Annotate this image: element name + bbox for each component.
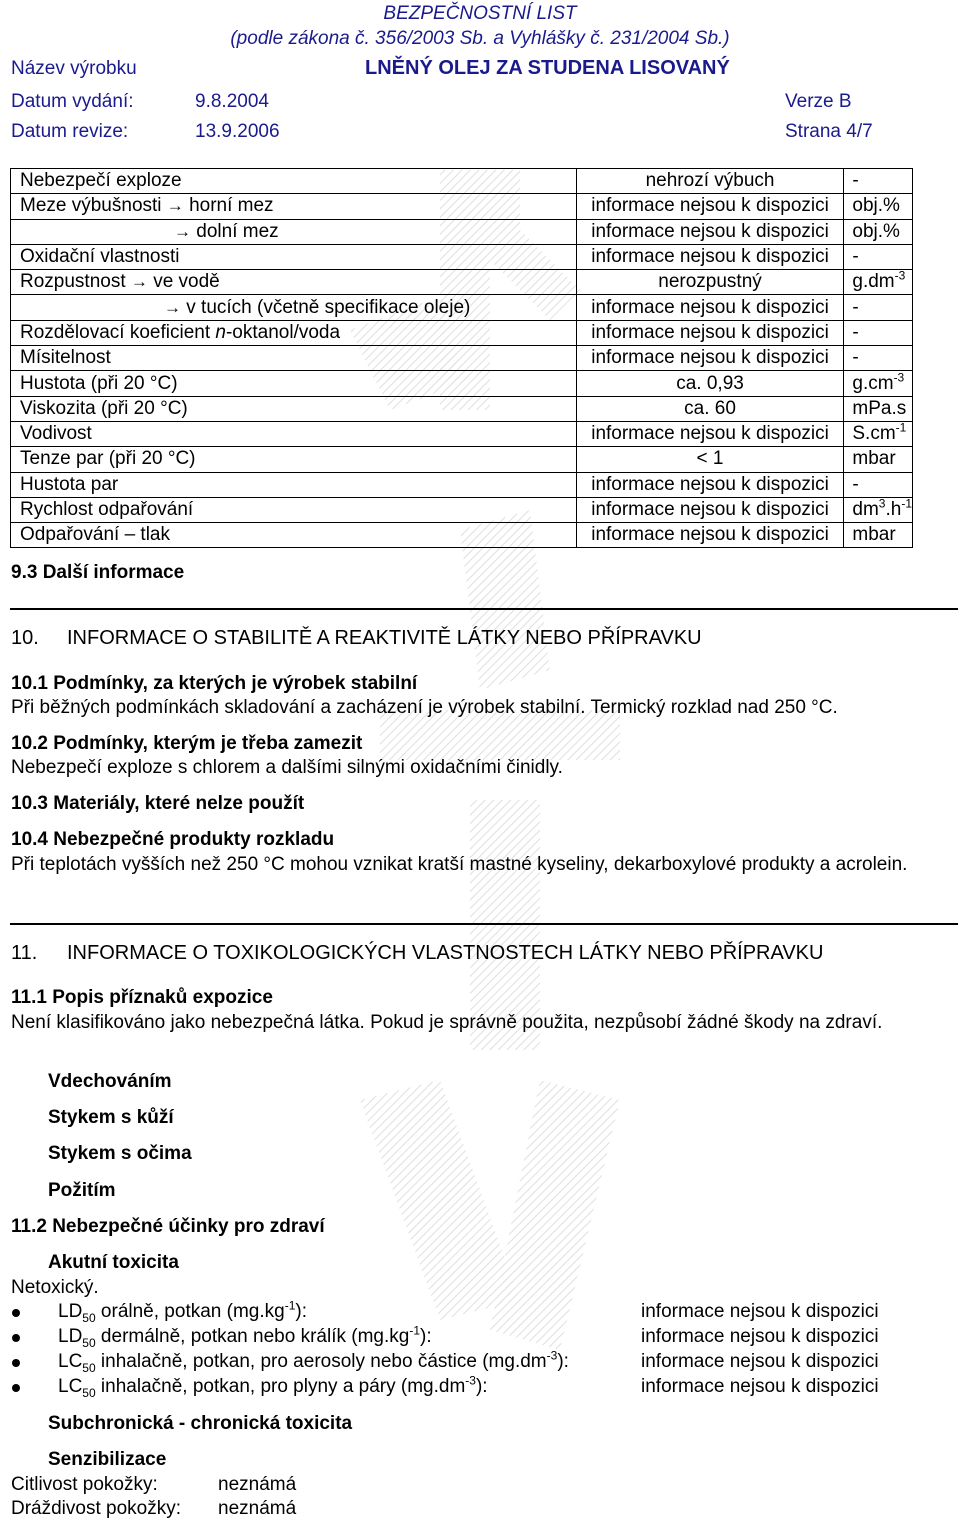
bullet-icon: [12, 1359, 20, 1367]
section-11-2-heading: 11.2 Nebezpečné účinky pro zdraví: [11, 1216, 325, 1237]
property-unit: -: [844, 295, 913, 320]
route-skin: Stykem s kůží: [48, 1107, 174, 1128]
table-row: [11, 523, 913, 548]
table-row: [11, 295, 913, 320]
table-row: [11, 447, 913, 472]
property-name: Rychlost odpařování: [11, 497, 577, 522]
property-unit: -: [844, 244, 913, 269]
table-row: [11, 169, 913, 194]
sensitization-heading: Senzibilizace: [48, 1449, 167, 1470]
skin-irritation-label: Dráždivost pokožky:: [11, 1498, 182, 1519]
property-value: nerozpustný: [576, 270, 844, 295]
bullet-icon: [12, 1384, 20, 1392]
property-name: → v tucích (včetně specifikace oleje): [11, 295, 577, 320]
property-name: Viskozita (při 20 °C): [11, 396, 577, 421]
section-11-number: 11.: [11, 942, 38, 964]
section-divider: [10, 608, 958, 610]
product-name: LNĚNÝ OLEJ ZA STUDENA LISOVANÝ: [365, 57, 730, 79]
property-value: informace nejsou k dispozici: [576, 346, 844, 371]
issue-date-label: Datum vydání:: [11, 91, 134, 112]
arrow-right-icon: →: [174, 221, 191, 241]
skin-sensitivity-label: Citlivost pokožky:: [11, 1474, 158, 1495]
property-unit: $g.dm^{-3}$: [844, 270, 913, 295]
section-10-4-text: Při teplotách vyšších než 250 °C mohou vznikat kratší mastné kyseliny, dekarboxylové produkty a acrolein.: [11, 854, 908, 875]
section-11-1-heading: 11.1 Popis příznaků expozice: [11, 987, 273, 1008]
property-unit: -: [844, 346, 913, 371]
section-10-3-heading: 10.3 Materiály, které nelze použít: [11, 793, 305, 814]
subchronic-toxicity-heading: Subchronická - chronická toxicita: [48, 1413, 353, 1434]
table-row: [11, 497, 913, 522]
lc50-aerosol-label: $LC_{50}$ inhalačně, potkan, pro aerosoly nebo částice $(mg.dm^{-3})$:: [58, 1348, 569, 1375]
section-divider: [10, 923, 958, 925]
property-value: nehrozí výbuch: [576, 169, 844, 194]
section-9-3-heading: 9.3 Další informace: [11, 562, 185, 583]
property-value: informace nejsou k dispozici: [576, 219, 844, 244]
property-name: Nebezpečí exploze: [11, 169, 577, 194]
ld50-oral-label: $LD_{50}$ orálně, potkan $(mg.kg^{-1})$:: [58, 1298, 307, 1325]
property-value: ca. 0,93: [576, 371, 844, 396]
property-unit: -: [844, 320, 913, 345]
property-name: Hustota (při 20 °C): [11, 371, 577, 396]
property-value: informace nejsou k dispozici: [576, 472, 844, 497]
lc50-aerosol-value: informace nejsou k dispozici: [641, 1351, 879, 1372]
table-row: [11, 244, 913, 269]
ld50-dermal-label: $LD_{50}$ dermálně, potkan nebo králík $(mg.kg^{-1})$:: [58, 1323, 432, 1350]
table-row: [11, 270, 913, 295]
property-name: → dolní mez: [11, 219, 577, 244]
property-name: Mísitelnost: [11, 346, 577, 371]
skin-sensitivity-value: neznámá: [218, 1474, 297, 1495]
property-unit: mbar: [844, 523, 913, 548]
property-name: Tenze par (při 20 °C): [11, 447, 577, 472]
arrow-right-icon: →: [164, 297, 181, 317]
property-value: informace nejsou k dispozici: [576, 244, 844, 269]
property-unit: mPa.s: [844, 396, 913, 421]
page-number: Strana 4/7: [785, 121, 873, 142]
property-name: Hustota par: [11, 472, 577, 497]
acute-toxicity-heading: Akutní toxicita: [48, 1252, 179, 1273]
lc50-gas-label: $LC_{50}$ inhalačně, potkan, pro plyny a páry $(mg.dm^{-3})$:: [58, 1373, 488, 1400]
property-value: informace nejsou k dispozici: [576, 497, 844, 522]
property-unit: $S.cm^{-1}$: [844, 421, 913, 446]
document-title: BEZPEČNOSTNÍ LIST: [383, 3, 577, 24]
section-11-heading: INFORMACE O TOXIKOLOGICKÝCH VLASTNOSTECH LÁTKY NEBO PŘÍPRAVKU: [67, 942, 824, 964]
route-ingestion: Požitím: [48, 1180, 116, 1201]
ld50-oral-value: informace nejsou k dispozici: [641, 1301, 879, 1322]
property-unit: $dm^3.h^{-1}$: [844, 497, 913, 522]
skin-irritation-value: neznámá: [218, 1498, 297, 1519]
revision-date: 13.9.2006: [195, 121, 280, 142]
property-name: Odpařování – tlak: [11, 523, 577, 548]
table-row: [11, 421, 913, 446]
bullet-icon: [12, 1334, 20, 1342]
route-inhalation: Vdechováním: [48, 1071, 172, 1092]
table-row: [11, 396, 913, 421]
product-label: Název výrobku: [11, 58, 137, 79]
property-value: informace nejsou k dispozici: [576, 421, 844, 446]
bullet-icon: [12, 1309, 20, 1317]
table-row: [11, 320, 913, 345]
arrow-right-icon: →: [130, 272, 148, 292]
arrow-right-icon: →: [166, 196, 184, 216]
property-unit: obj.%: [844, 219, 913, 244]
property-name: Meze výbušnosti → horní mez: [11, 194, 577, 219]
section-10-2-text: Nebezpečí exploze s chlorem a dalšími silnými oxidačními činidly.: [11, 757, 563, 778]
version: Verze B: [785, 91, 852, 112]
section-10-heading: INFORMACE O STABILITĚ A REAKTIVITĚ LÁTKY NEBO PŘÍPRAVKU: [67, 627, 702, 649]
section-10-number: 10.: [11, 627, 39, 649]
property-unit: -: [844, 169, 913, 194]
property-value: < 1: [576, 447, 844, 472]
property-value: ca. 60: [576, 396, 844, 421]
property-name: Vodivost: [11, 421, 577, 446]
table-row: [11, 219, 913, 244]
section-10-1-heading: 10.1 Podmínky, za kterých je výrobek stabilní: [11, 673, 418, 694]
table-row: [11, 346, 913, 371]
property-value: informace nejsou k dispozici: [576, 194, 844, 219]
route-eyes: Stykem s očima: [48, 1143, 192, 1164]
document-subtitle: (podle zákona č. 356/2003 Sb. a Vyhlášky č. 231/2004 Sb.): [230, 28, 730, 49]
property-unit: $g.cm^{-3}$: [844, 371, 913, 396]
property-value: informace nejsou k dispozici: [576, 295, 844, 320]
property-value: informace nejsou k dispozici: [576, 320, 844, 345]
property-value: informace nejsou k dispozici: [576, 523, 844, 548]
table-row: [11, 472, 913, 497]
properties-table: [10, 168, 913, 548]
section-10-4-heading: 10.4 Nebezpečné produkty rozkladu: [11, 829, 335, 850]
revision-date-label: Datum revize:: [11, 121, 129, 142]
property-name: Oxidační vlastnosti: [11, 244, 577, 269]
table-row: [11, 194, 913, 219]
property-unit: -: [844, 472, 913, 497]
acute-toxicity-text: Netoxický.: [11, 1277, 99, 1298]
property-name: Rozdělovací koeficient n-oktanol/voda: [11, 320, 577, 345]
property-name: Rozpustnost → ve vodě: [11, 270, 577, 295]
ld50-dermal-value: informace nejsou k dispozici: [641, 1326, 879, 1347]
property-unit: mbar: [844, 447, 913, 472]
lc50-gas-value: informace nejsou k dispozici: [641, 1376, 879, 1397]
section-10-2-heading: 10.2 Podmínky, kterým je třeba zamezit: [11, 733, 363, 754]
table-row: [11, 371, 913, 396]
section-10-1-text: Při běžných podmínkách skladování a zacházení je výrobek stabilní. Termický rozklad nad 250 °C.: [11, 697, 838, 718]
section-11-1-text: Není klasifikováno jako nebezpečná látka. Pokud je správně použita, nezpůsobí žádné škody na zdraví.: [11, 1012, 883, 1033]
issue-date: 9.8.2004: [195, 91, 269, 112]
property-unit: obj.%: [844, 194, 913, 219]
